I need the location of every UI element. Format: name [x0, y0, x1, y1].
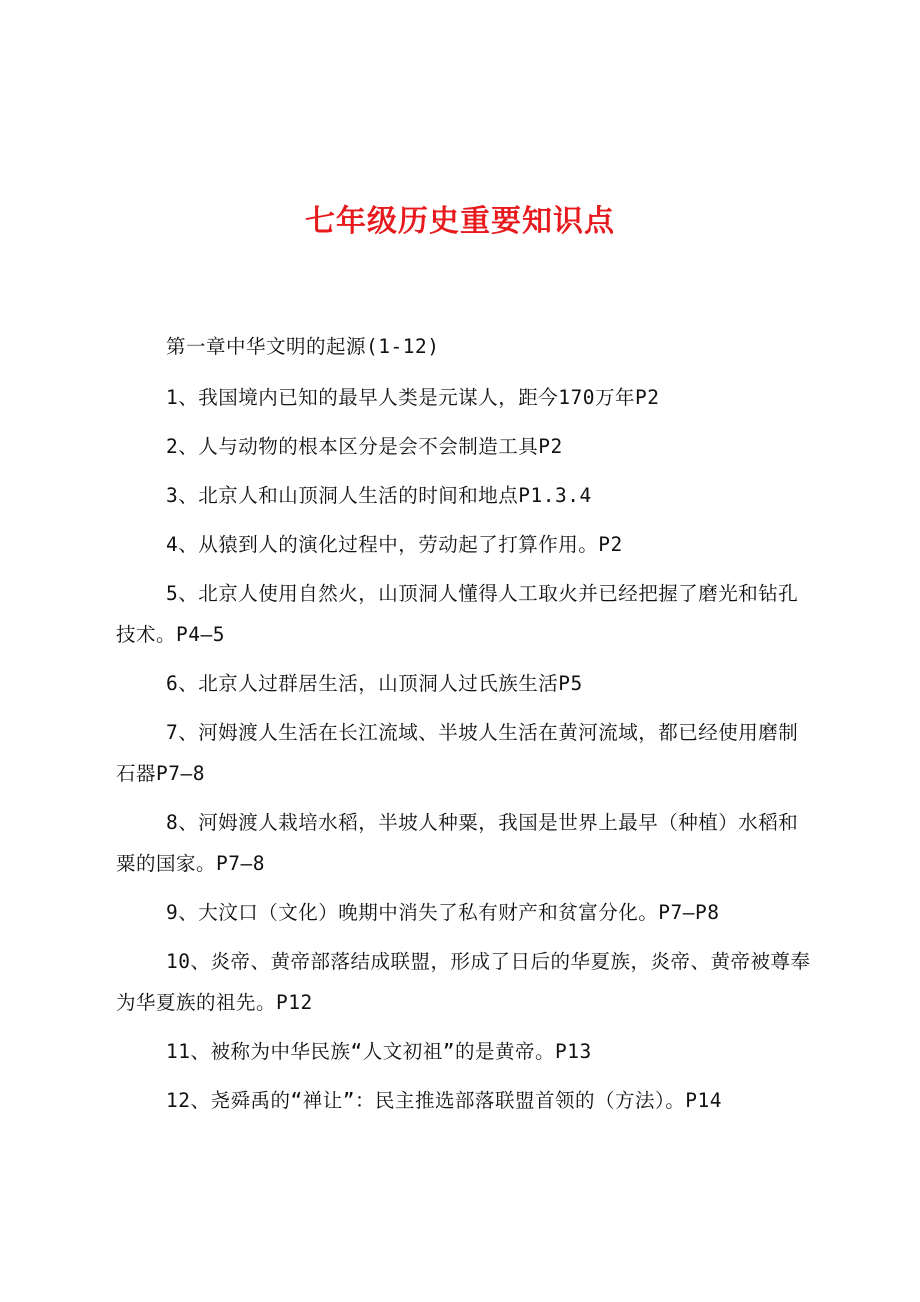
document-body [116, 326, 812, 1129]
list-item: 4、从猿到人的演化过程中，劳动起了打算作用。P2 [166, 533, 623, 556]
list-item: 5、北京人使用自然火，山顶洞人懂得人工取火并已经把握了磨光和钻孔技术。P4—5 [116, 582, 799, 646]
list-item: 10、炎帝、黄帝部落结成联盟，形成了日后的华夏族，炎帝、黄帝被尊奉为华夏族的祖先。P12 [116, 950, 811, 1014]
list-item: 9、大汶口（文化）晚期中消失了私有财产和贫富分化。P7—P8 [166, 901, 720, 924]
list-item: 6、北京人过群居生活，山顶洞人过氏族生活P5 [166, 672, 583, 695]
list-item: 7、河姆渡人生活在长江流域、半坡人生活在黄河流域，都已经使用磨制石器P7—8 [116, 721, 799, 785]
list-item: 12、尧舜禹的“禅让”：民主推选部落联盟首领的（方法）。P14 [166, 1089, 722, 1112]
list-item: 1、我国境内已知的最早人类是元谋人，距今170万年P2 [166, 386, 660, 409]
list-item: 11、被称为中华民族“人文初祖”的是黄帝。P13 [166, 1040, 592, 1063]
list-item: 8、河姆渡人栽培水稻，半坡人种粟，我国是世界上最早（种植）水稻和粟的国家。P7—8 [116, 811, 799, 875]
chapter-heading: 第一章中华文明的起源(1-12) [166, 335, 440, 358]
document-title: 七年级历史重要知识点 [305, 204, 615, 239]
list-item: 3、北京人和山顶洞人生活的时间和地点P1.3.4 [166, 484, 592, 507]
list-item: 2、人与动物的根本区分是会不会制造工具P2 [166, 435, 563, 458]
